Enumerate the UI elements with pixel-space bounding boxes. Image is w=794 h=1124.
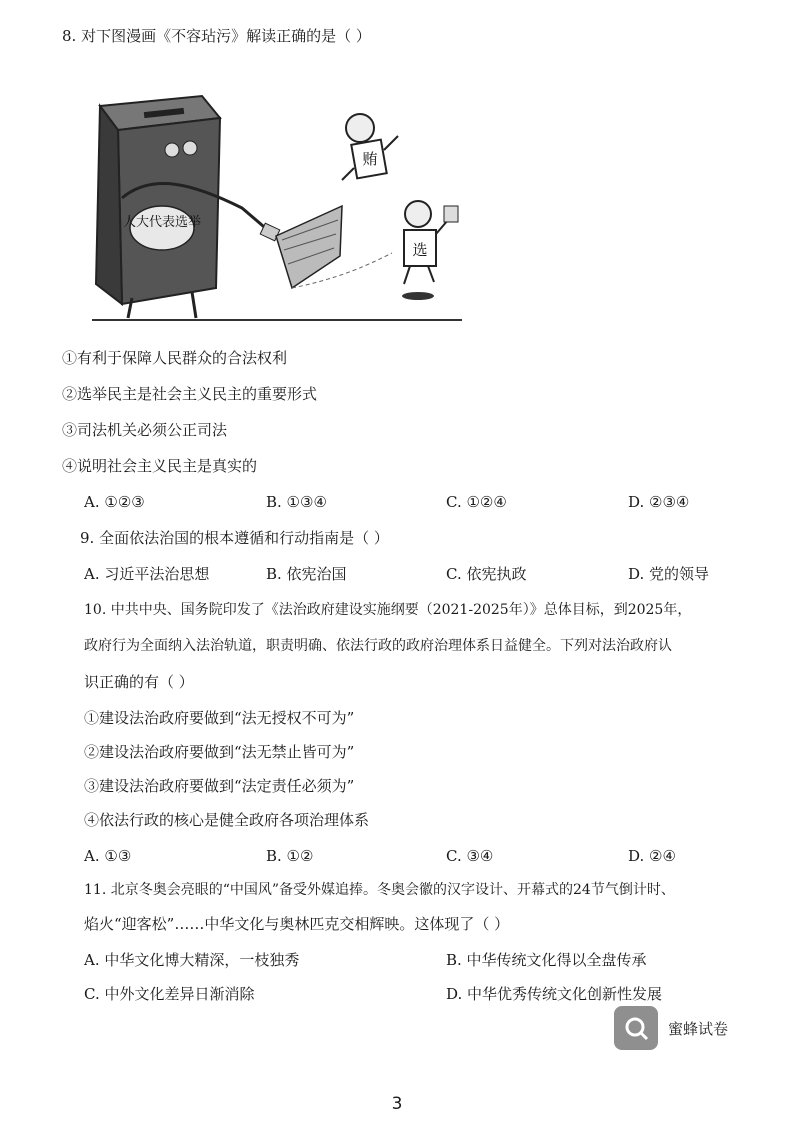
q10-item-1: ①建设法治政府要做到“法无授权不可为” — [84, 709, 355, 727]
q8-item-1: ①有利于保障人民群众的合法权利 — [62, 349, 288, 367]
q11-option-d[interactable]: D. 中华优秀传统文化创新性发展 — [446, 985, 663, 1003]
q8-option-d[interactable]: D. ②③④ — [628, 493, 690, 511]
q8-item-3: ③司法机关必须公正司法 — [62, 421, 228, 439]
q10-option-a[interactable]: A. ①③ — [84, 847, 132, 865]
q11-option-c[interactable]: C. 中外文化差异日渐消除 — [84, 985, 255, 1003]
q9-option-c[interactable]: C. 依宪执政 — [446, 565, 527, 583]
q9-option-a[interactable]: A. 习近平法治思想 — [84, 565, 210, 583]
q10-item-2: ②建设法治政府要做到“法无禁止皆可为” — [84, 743, 355, 761]
page-number: 3 — [391, 1094, 403, 1114]
q11-stem-line-2: 焰火“迎客松”……中华文化与奥林匹克交相辉映。这体现了（ ） — [84, 915, 510, 933]
q11-stem-line-1: 11. 北京冬奥会亮眼的“中国风”备受外媒追捧。冬奥会徽的汉字设计、开幕式的24节气倒计时、 — [84, 882, 675, 898]
watermark-text: 蜜蜂试卷 — [668, 1019, 729, 1038]
person1-sign: 贿 — [362, 150, 378, 168]
q8-stem: 8. 对下图漫画《不容玷污》解读正确的是（ ） — [62, 27, 371, 45]
watermark — [614, 1006, 744, 1050]
q11-option-b[interactable]: B. 中华传统文化得以全盘传承 — [446, 951, 647, 969]
q8-option-b[interactable]: B. ①③④ — [266, 493, 327, 511]
box-label: 人大代表选举 — [122, 215, 202, 230]
q10-stem-line-1: 10. 中共中央、国务院印发了《法治政府建设实施纲要（2021-2025年）》总体目标，到2025年， — [84, 602, 692, 618]
q8-option-c[interactable]: C. ①②④ — [446, 493, 507, 511]
q9-option-d[interactable]: D. 党的领导 — [628, 565, 710, 583]
q10-option-c[interactable]: C. ③④ — [446, 847, 494, 865]
q9-stem: 9. 全面依法治国的根本遵循和行动指南是（ ） — [80, 529, 389, 547]
q10-option-d[interactable]: D. ②④ — [628, 847, 676, 865]
q10-item-4: ④依法行政的核心是健全政府各项治理体系 — [84, 811, 370, 829]
q10-stem-line-2: 政府行为全面纳入法治轨道，职责明确、依法行政的政府治理体系日益健全。下列对法治政府认 — [84, 638, 672, 654]
q8-item-2: ②选举民主是社会主义民主的重要形式 — [62, 385, 318, 403]
person2-sign: 选 — [412, 241, 428, 259]
q8-option-a[interactable]: A. ①②③ — [84, 493, 145, 511]
q10-stem-line-3: 识正确的有（ ） — [84, 673, 194, 691]
comic-image — [92, 88, 462, 328]
search-logo-icon — [614, 1006, 658, 1050]
q11-option-a[interactable]: A. 中华文化博大精深，一枝独秀 — [84, 951, 300, 969]
q10-option-b[interactable]: B. ①② — [266, 847, 314, 865]
q10-item-3: ③建设法治政府要做到“法定责任必须为” — [84, 777, 355, 795]
q8-item-4: ④说明社会主义民主是真实的 — [62, 457, 258, 475]
q9-option-b[interactable]: B. 依宪治国 — [266, 565, 347, 583]
